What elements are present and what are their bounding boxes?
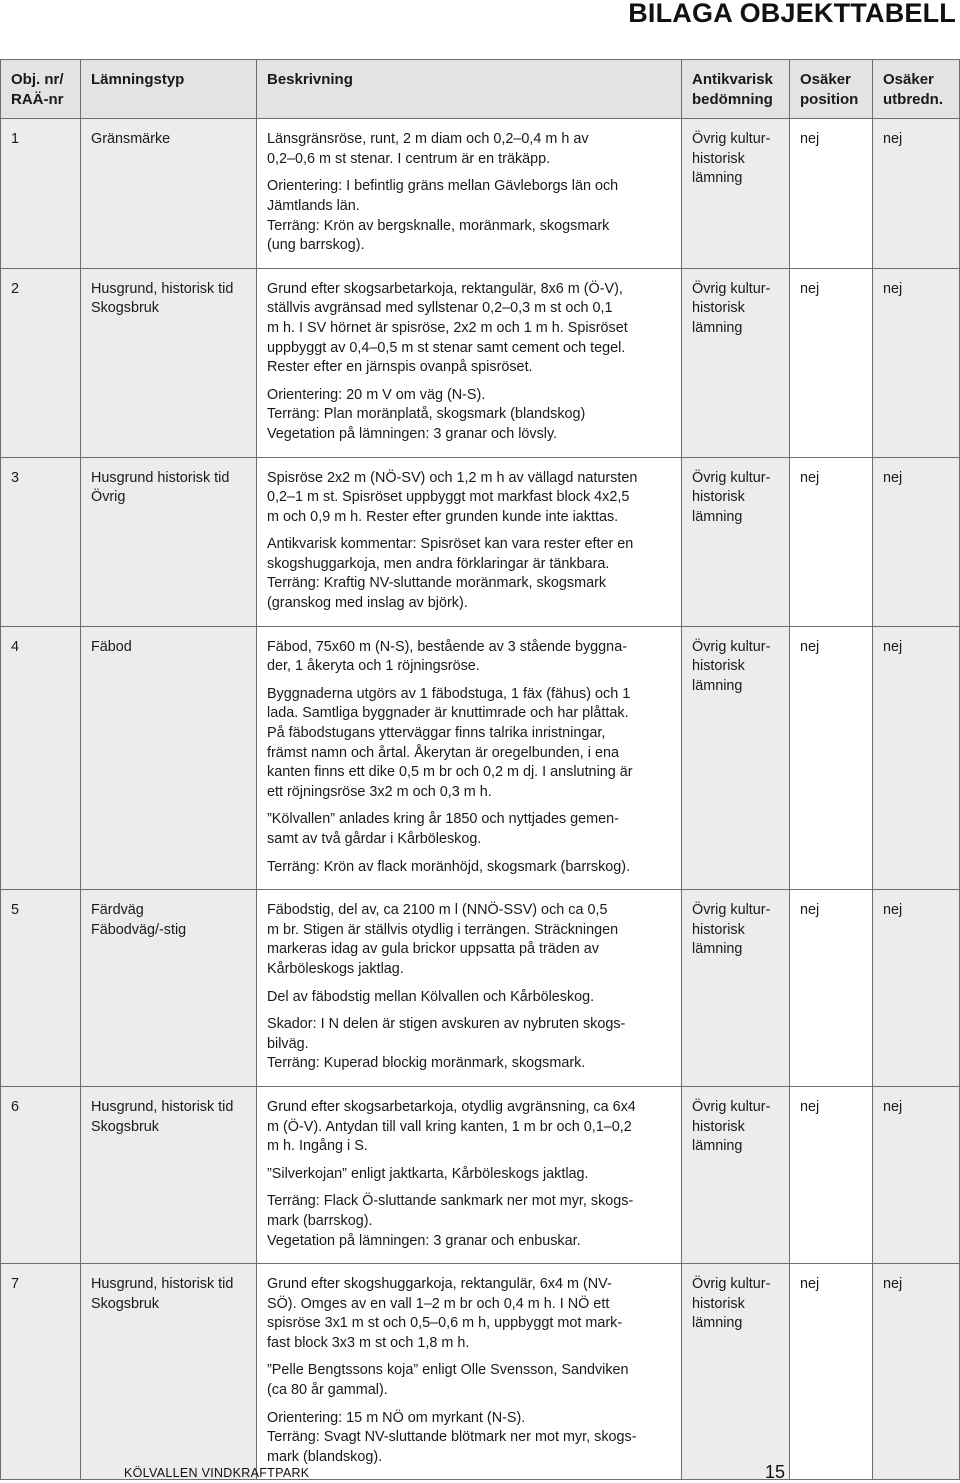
description-cell xyxy=(257,457,682,626)
header-type: Lämningstyp xyxy=(81,60,257,119)
table-row xyxy=(1,119,960,269)
uncertain-extent-cell: nej xyxy=(873,1086,960,1263)
description-paragraph: Antikvarisk kommentar: Spisröset kan vara rester efter en skogshuggarkoja, men andra förklaringar är tänkbara. Terräng: Kraftig NV-sluttande moränmark, skogsmark (granskog med inslag av björk). xyxy=(267,536,634,612)
uncertain-extent-cell: nej xyxy=(873,890,960,1087)
uncertain-position-cell: nej xyxy=(790,1086,873,1263)
object-number-cell: 6 xyxy=(1,1086,81,1263)
object-number-cell: 7 xyxy=(1,1264,81,1480)
object-number-cell: 2 xyxy=(1,268,81,457)
uncertain-position-cell: nej xyxy=(790,1264,873,1480)
assessment-cell: Övrig kultur- historisk lämning xyxy=(682,119,790,269)
uncertain-extent-cell: nej xyxy=(873,1264,960,1480)
description-paragraph: Fäbodstig, del av, ca 2100 m l (NNÖ-SSV) och ca 0,5 m br. Stigen är ställvis otydlig i terrängen. Sträckningen markeras idag av gula brickor uppsatta på träden av Kårböleskogs jaktlag. xyxy=(267,902,619,977)
object-number-cell: 3 xyxy=(1,457,81,626)
assessment-cell: Övrig kultur- historisk lämning xyxy=(682,268,790,457)
object-table xyxy=(0,59,960,1480)
description-paragraph: Terräng: Flack Ö-sluttande sankmark ner mot myr, skogs- mark (barrskog). Vegetation på lämningen: 3 granar och enbuskar. xyxy=(267,1193,634,1249)
page-title: BILAGA OBJEKTTABELL xyxy=(628,0,956,28)
uncertain-position-cell: nej xyxy=(790,119,873,269)
uncertain-position-cell: nej xyxy=(790,626,873,890)
description-paragraph: Byggnaderna utgörs av 1 fäbodstuga, 1 fäx (fähus) och 1 lada. Samtliga byggnader är knuttimrade och har plåttak. På fäbodstugans ytterväggar finns talrika inristningar, främst namn och årtal. Åkerytan är oregelbunden, i ena kanten finns ett dike 0,5 m br och 0,2 m dj. I anslutning är ett röjningsröse 3x2 m och 0,3 m h. xyxy=(267,685,633,800)
description-paragraph: Grund efter skogsarbetarkoja, otydlig avgränsning, ca 6x4 m (Ö-V). Antydan till vall kring kanten, 1 m br och 0,1–0,2 m h. Ingång i S. xyxy=(267,1098,636,1155)
description-paragraph: Grund efter skogshuggarkoja, rektangulär, 6x4 m (NV- SÖ). Omges av en vall 1–2 m br och 0,4 m h. I NÖ ett spisröse 3x1 m st och 0,5–0,6 m h, uppbyggt mot mark- fast block 3x3 m st och 1,8 m h. xyxy=(267,1276,623,1351)
object-number-cell: 4 xyxy=(1,626,81,890)
description-paragraph: Orientering: 20 m V om väg (N-S). Terräng: Plan moränplatå, skogsmark (blandskog) Vegetation på lämningen: 3 granar och lövsly. xyxy=(267,386,586,442)
description-paragraph: Spisröse 2x2 m (NÖ-SV) och 1,2 m h av vällagd natursten 0,2–1 m st. Spisröset uppbyggt mot markfast block 4x2,5 m och 0,9 m h. Rester efter grunden kunde inte iakttas. xyxy=(267,469,638,525)
description-paragraph: ”Silverkojan” enligt jaktkarta, Kårböleskogs jaktlag. xyxy=(267,1165,589,1182)
assessment-cell: Övrig kultur- historisk lämning xyxy=(682,1086,790,1263)
header-description: Beskrivning xyxy=(257,60,682,119)
monument-type-cell: Husgrund, historisk tid Skogsbruk xyxy=(81,268,257,457)
uncertain-extent-cell: nej xyxy=(873,626,960,890)
object-number-cell: 5 xyxy=(1,890,81,1087)
uncertain-extent-cell: nej xyxy=(873,457,960,626)
description-cell xyxy=(257,268,682,457)
table-row xyxy=(1,1086,960,1263)
footer-project-name: KÖLVALLEN VINDKRAFTPARK xyxy=(124,1466,310,1480)
uncertain-position-cell: nej xyxy=(790,268,873,457)
header-obj-nr: Obj. nr/ RAÄ-nr xyxy=(1,60,81,119)
monument-type-cell: Husgrund, historisk tid Skogsbruk xyxy=(81,1264,257,1480)
uncertain-position-cell: nej xyxy=(790,890,873,1087)
description-paragraph: Grund efter skogsarbetarkoja, rektangulär, 8x6 m (Ö-V), ställvis avgränsad med syllstenar 0,2–0,3 m st och 0,1 m h. I SV hörnet är spisröse, 2x2 m och 1 m h. Spisröset uppbyggt av 0,4–0,5 m st stenar samt cement och tegel. Rester efter en järnspis ovanpå spisröset. xyxy=(267,280,628,376)
description-cell xyxy=(257,626,682,890)
monument-type-cell: Gränsmärke xyxy=(81,119,257,269)
description-paragraph: Skador: I N delen är stigen avskuren av nybruten skogs- bilväg. Terräng: Kuperad blockig moränmark, skogsmark. xyxy=(267,1016,626,1072)
assessment-cell: Övrig kultur- historisk lämning xyxy=(682,626,790,890)
description-paragraph: ”Kölvallen” anlades kring år 1850 och nyttjades gemen- samt av två gårdar i Kårböleskog. xyxy=(267,811,619,847)
description-paragraph: Fäbod, 75x60 m (N-S), bestående av 3 stående byggna- der, 1 åkeryta och 1 röjningsröse. xyxy=(267,638,627,675)
object-number-cell: 1 xyxy=(1,119,81,269)
description-cell xyxy=(257,890,682,1087)
header-uncertain-extent: Osäker utbredn. xyxy=(873,60,960,119)
monument-type-cell: Färdväg Fäbodväg/-stig xyxy=(81,890,257,1087)
uncertain-position-cell: nej xyxy=(790,457,873,626)
description-paragraph: ”Pelle Bengtssons koja” enligt Olle Svensson, Sandviken (ca 80 år gammal). xyxy=(267,1362,629,1399)
description-paragraph: Orientering: 15 m NÖ om myrkant (N-S). Terräng: Svagt NV-sluttande blötmark ner mot myr, skogs- mark (blandskog). xyxy=(267,1409,637,1465)
description-cell xyxy=(257,119,682,269)
table-row xyxy=(1,890,960,1087)
description-paragraph: Länsgränsröse, runt, 2 m diam och 0,2–0,4 m h av 0,2–0,6 m st stenar. I centrum är en träkäpp. xyxy=(267,131,589,167)
table-row xyxy=(1,457,960,626)
monument-type-cell: Husgrund historisk tid Övrig xyxy=(81,457,257,626)
header-assessment: Antikvarisk bedömning xyxy=(682,60,790,119)
description-paragraph: Terräng: Krön av flack moränhöjd, skogsmark (barrskog). xyxy=(267,858,631,875)
page-number: 15 xyxy=(765,1462,786,1482)
uncertain-extent-cell: nej xyxy=(873,119,960,269)
header-uncertain-position: Osäker position xyxy=(790,60,873,119)
table-row xyxy=(1,626,960,890)
assessment-cell: Övrig kultur- historisk lämning xyxy=(682,1264,790,1480)
assessment-cell: Övrig kultur- historisk lämning xyxy=(682,457,790,626)
table-row xyxy=(1,268,960,457)
table-row xyxy=(1,1264,960,1480)
description-paragraph: Del av fäbodstig mellan Kölvallen och Kårböleskog. xyxy=(267,988,595,1005)
description-cell xyxy=(257,1264,682,1480)
table-header-row xyxy=(1,60,960,119)
monument-type-cell: Fäbod xyxy=(81,626,257,890)
uncertain-extent-cell: nej xyxy=(873,268,960,457)
monument-type-cell: Husgrund, historisk tid Skogsbruk xyxy=(81,1086,257,1263)
description-paragraph: Orientering: I befintlig gräns mellan Gävleborgs län och Jämtlands län. Terräng: Krön av bergsknalle, moränmark, skogsmark (ung barrskog). xyxy=(267,178,619,254)
assessment-cell: Övrig kultur- historisk lämning xyxy=(682,890,790,1087)
description-cell xyxy=(257,1086,682,1263)
